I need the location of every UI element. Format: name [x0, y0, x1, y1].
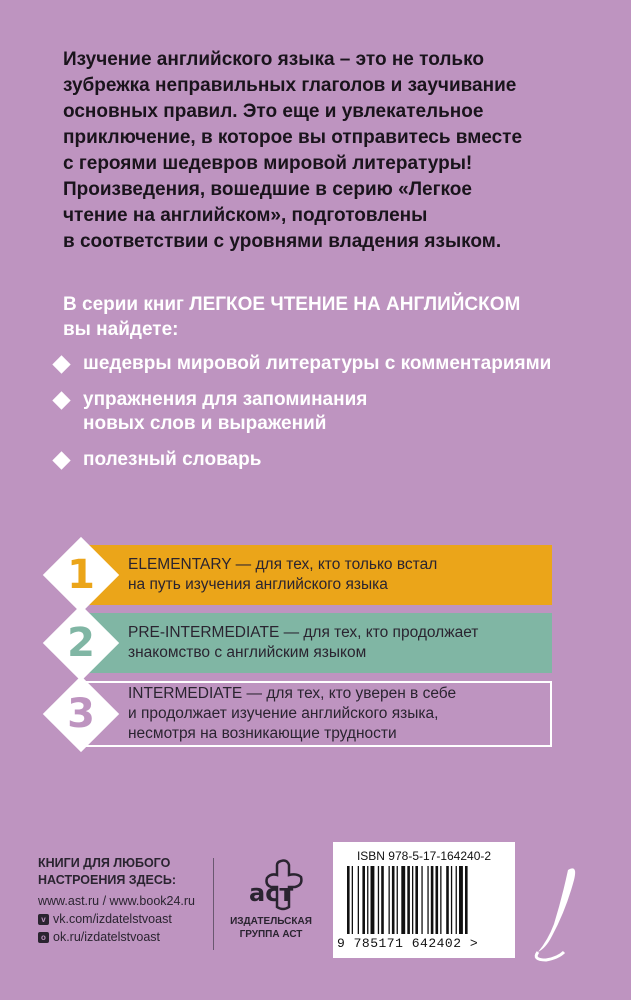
website-link[interactable]: www.ast.ru / www.book24.ru [38, 894, 196, 908]
level-description: INTERMEDIATE — для тех, кто уверен в себе и продолжает изучение английского языка, несмотря на возникающие трудности [128, 685, 457, 742]
quill-icon [528, 860, 588, 970]
ok-link[interactable]: o ok.ru/izdatelstvoast [38, 928, 208, 946]
intro-line: Изучение английского языка – это не только [63, 49, 484, 70]
level-description: PRE-INTERMEDIATE — для тех, кто продолжает знакомство с английским языком [128, 624, 479, 661]
vk-link[interactable]: v vk.com/izdatelstvoast [38, 910, 208, 928]
diamond-bullet-icon [52, 355, 70, 373]
barcode-digits: 9 785171 642402 > [337, 936, 479, 951]
series-heading-line: вы найдете: [63, 319, 179, 340]
barcode-label [333, 842, 515, 958]
level-number-badge: 3 [43, 676, 119, 752]
links-headline: НАСТРОЕНИЯ ЗДЕСЬ: [38, 873, 177, 887]
divider [213, 858, 214, 950]
intro-line: чтение на английском», подготовлены [63, 205, 428, 226]
intro-line: основных правил. Это еще и увлекательное [63, 101, 484, 122]
vk-icon: v [38, 914, 49, 925]
links-headline: КНИГИ ДЛЯ ЛЮБОГО [38, 856, 171, 870]
ast-logo-icon [231, 857, 311, 915]
feature-item: полезный словарь [55, 448, 615, 472]
level-pre-intermediate [80, 613, 552, 673]
publisher-logo-text: аст [249, 879, 294, 907]
publisher-logo-block [226, 857, 316, 941]
feature-list [55, 352, 615, 484]
intro-line: в соответствии с уровнями владения языком. [63, 231, 502, 252]
feature-item: упражнения для запоминания новых слов и выражений [55, 388, 615, 436]
barcode-icon [347, 866, 505, 934]
feature-item: шедевры мировой литературы с комментариями [55, 352, 615, 376]
series-heading [63, 292, 603, 342]
publisher-links [38, 855, 208, 946]
publisher-caption: ГРУППА АСТ [239, 929, 303, 940]
level-elementary [80, 545, 552, 605]
intro-line: приключение, в которое вы отправитесь вместе [63, 127, 523, 148]
series-heading-line: В серии книг ЛЕГКОЕ ЧТЕНИЕ НА АНГЛИЙСКОМ [63, 294, 521, 315]
level-intermediate [80, 681, 552, 747]
level-number-badge: 2 [43, 605, 119, 681]
ok-icon: o [38, 932, 49, 943]
intro-line: зубрежка неправильных глаголов и заучивание [63, 75, 517, 96]
diamond-bullet-icon [52, 451, 70, 469]
intro-paragraph [63, 47, 603, 255]
level-number-badge: 1 [43, 537, 119, 613]
publisher-caption: ИЗДАТЕЛЬСКАЯ [230, 916, 312, 927]
intro-line: Произведения, вошедшие в серию «Легкое [63, 179, 472, 200]
isbn-text: ISBN 978-5-17-164240-2 [356, 849, 492, 863]
level-description: ELEMENTARY — для тех, кто только встал на путь изучения английского языка [128, 556, 438, 593]
diamond-bullet-icon [52, 391, 70, 409]
intro-line: с героями шедевров мировой литературы! [63, 153, 473, 174]
